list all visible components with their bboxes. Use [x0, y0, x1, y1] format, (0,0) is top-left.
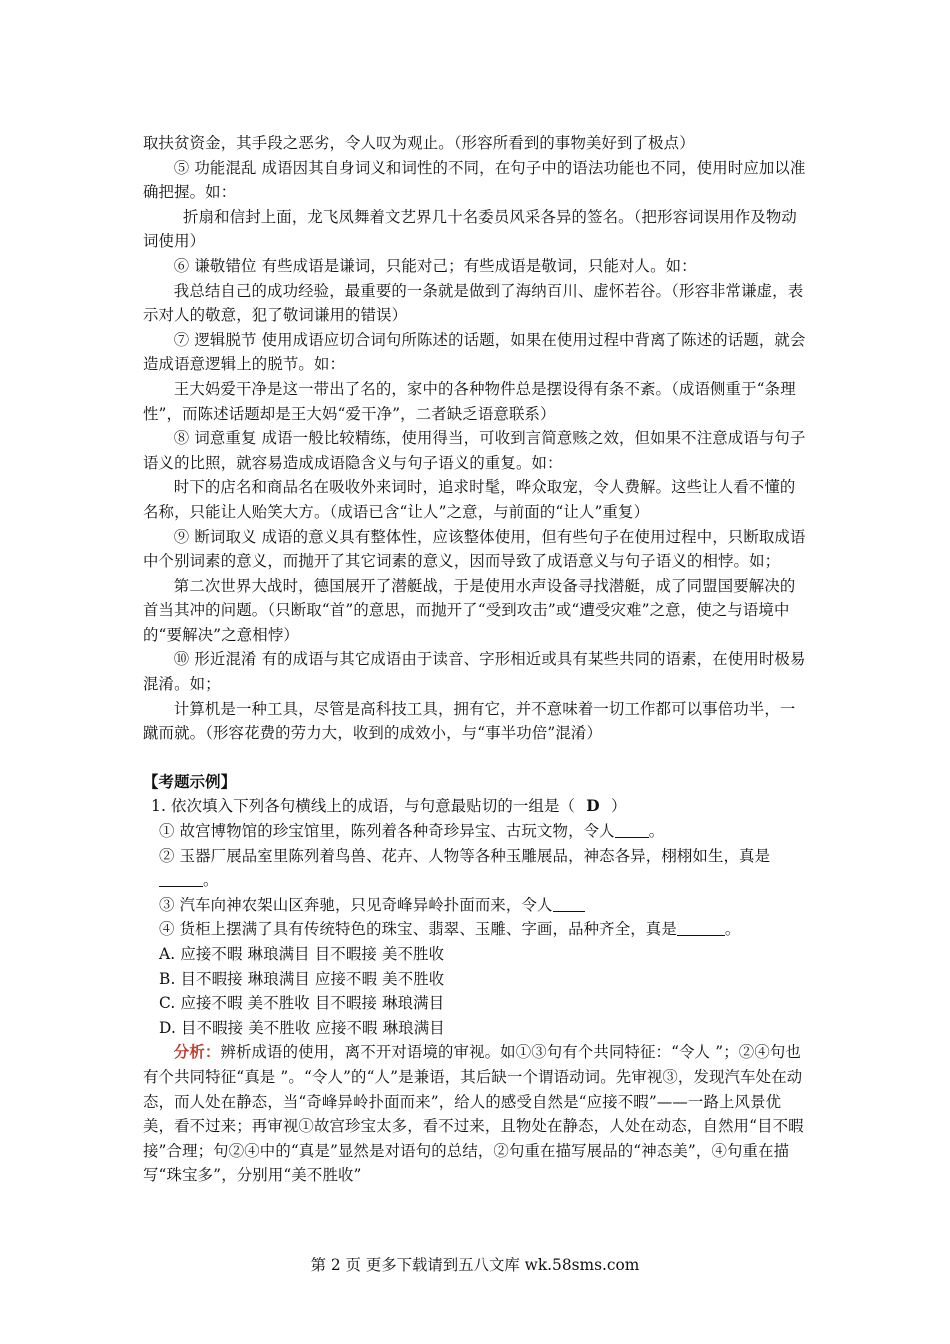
- blank-1: [615, 822, 649, 838]
- example-5: 折扇和信封上面，龙飞凤舞着文艺界几十名委员风采各异的签名。（把形容词误用作及物动词使用）: [143, 207, 797, 251]
- example-10: 计算机是一种工具，尽管是高科技工具，拥有它，并不意味着一切工作都可以事倍功半，一蹴而就。（形容花费的劳力大，收到的成效小，与“事半功倍”混淆）: [143, 699, 796, 743]
- analysis: [143, 1040, 807, 1188]
- sentence-3: [143, 893, 807, 918]
- blank-4: [677, 920, 725, 936]
- option-c: C. 应接不暇 美不胜收 目不暇接 琳琅满目: [159, 994, 445, 1013]
- sentence-2-text: ② 玉器厂展品室里陈列着鸟兽、花卉、人物等各种玉雕展品，神态各异，栩栩如生，真是: [159, 846, 771, 865]
- page-content: [143, 131, 807, 1188]
- blank-3: [553, 895, 585, 911]
- example-7: 王大妈爱干净是这一带出了名的，家中的各种物件总是摆设得有条不紊。（成语侧重于“条理性”，而陈述话题却是王大妈“爱干净”，二者缺乏语意联系）: [143, 379, 796, 423]
- example-6: 我总结自己的成功经验，最重要的一条就是做到了海纳百川、虚怀若谷。（形容非常谦虚，表示对人的敬意，犯了敬词谦用的错误）: [143, 281, 804, 325]
- sentence-1-text: ① 故宫博物馆的珍宝馆里，陈列着各种奇珍异宝、古玩文物，令人: [159, 822, 615, 841]
- option-d: D. 目不暇接 美不胜收 应接不暇 琳琅满目: [159, 1018, 445, 1037]
- sentence-4: [143, 917, 807, 942]
- sentence-4-end: 。: [724, 920, 741, 939]
- blank-2: [159, 871, 203, 887]
- sentence-1: [143, 819, 807, 844]
- paragraph-0: 取扶贫资金，其手段之恶劣，令人叹为观止。（形容所看到的事物美好到了极点）: [143, 134, 695, 152]
- question-close: ）: [611, 797, 627, 816]
- sentence-3-text: ③ 汽车向神农架山区奔驰，只见奇峰异岭扑面而来，令人: [159, 895, 553, 914]
- example-9: 第二次世界大战时，德国展开了潜艇战，于是使用水声设备寻找潜艇，成了同盟国要解决的首当其冲的问题。（只断取“首”的意思，而抛开了“受到攻击”或“遭受灾难”之意，使之与语境中的“要解决”之意相悖）: [143, 576, 796, 644]
- question-text: 1. 依次填入下列各句横线上的成语，与句意最贴切的一组是（: [151, 797, 576, 816]
- option-a: A. 应接不暇 琳琅满目 目不暇接 美不胜收: [159, 945, 445, 963]
- question-1: [143, 794, 807, 819]
- sentence-4-text: ④ 货柜上摆满了具有传统特色的珠宝、翡翠、玉雕、字画，品种齐全，真是: [159, 920, 677, 939]
- item-9-partial-meaning: ⑨ 断词取义 成语的意义具有整体性，应该整体使用，但有些句子在使用过程中，只断取成语中个别词素的意义，而抛开了其它词素的意义，因而导致了成语意义与句子语义的相悖。如；: [143, 527, 806, 571]
- page-footer: 第 2 页 更多下载请到五八文库 wk.58sms.com: [310, 1256, 640, 1274]
- item-6-modesty-misplacement: ⑥ 谦敬错位 有些成语是谦词，只能对己；有些成语是敬词，只能对人。如：: [173, 256, 697, 275]
- sentence-1-end: 。: [648, 822, 665, 841]
- item-7-logic-disconnect: ⑦ 逻辑脱节 使用成语应切合词句所陈述的话题，如果在使用过程中背离了陈述的话题，就会造成语意逻辑上的脱节。如：: [143, 330, 806, 374]
- item-8-meaning-repetition: ⑧ 词意重复 成语一般比较精练，使用得当，可收到言简意赅之效，但如果不注意成语与句子语义的比照，就容易造成成语隐含义与句子语义的重复。如：: [143, 429, 806, 472]
- sentence-2: [143, 844, 807, 893]
- option-b: B. 目不暇接 琳琅满目 应接不暇 美不胜收: [159, 969, 445, 988]
- sentence-2-end: 。: [203, 871, 219, 890]
- analysis-label: 分析：: [173, 1043, 221, 1062]
- item-5-functional-confusion: ⑤ 功能混乱 成语因其自身词义和词性的不同，在句子中的语法功能也不同，使用时应加以准确把握。如：: [143, 158, 806, 202]
- question-answer: D: [586, 797, 600, 816]
- exam-heading: 【考题示例】: [143, 772, 237, 791]
- example-8: 时下的店名和商品名在吸收外来词时，追求时髦，哗众取宠，令人费解。这些让人看不懂的名称，只能让人贻笑大方。（成语已含“让人”之意，与前面的“让人”重复）: [143, 478, 796, 521]
- analysis-text: 辨析成语的使用，离不开对语境的审视。如①③句有个共同特征：“令人 ”；②④句也有个共同特征“真是 ”。“令人”的“人”是兼语，其后缺一个谓语动词。先审视③，发现汽车处在动态，而人处在静态，当“奇峰异岭扑面而来”，给人的感受自然是“应接不暇”——一路上风景优美，看不过来；再审视①故宫珍宝太多，看不过来，且物处在静态，人处在动态，自然用“目不暇接”合理；句②④中的“真是”显然是对语句的总结，②句重在描写展品的“神态美”，④句重在描写“珠宝多”，分别用“美不胜收”: [143, 1043, 804, 1185]
- item-10-similar-form-confusion: ⑩ 形近混淆 有的成语与其它成语由于读音、字形相近或具有某些共同的语素，在使用时极易混淆。如；: [143, 650, 806, 694]
